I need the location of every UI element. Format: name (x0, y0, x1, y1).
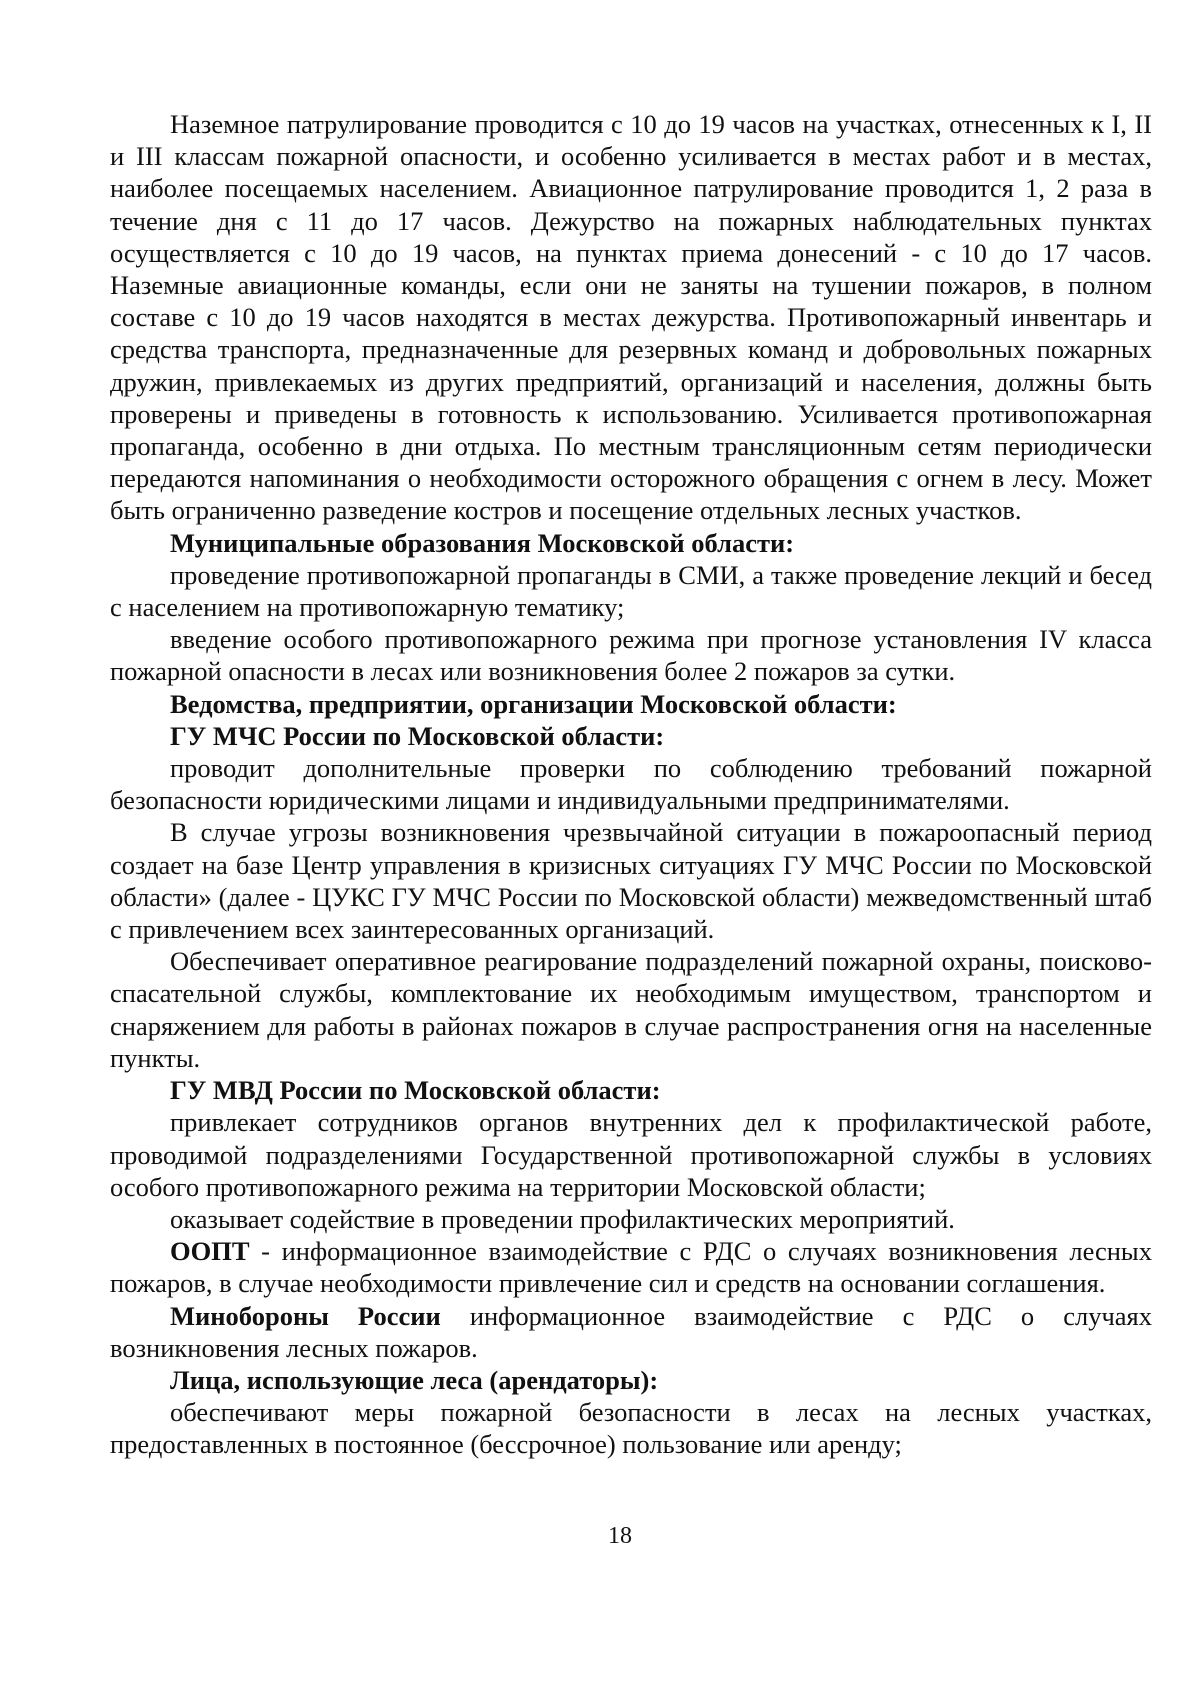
heading-municipal: Муниципальные образования Московской области: (170, 527, 795, 558)
paragraph-response: Обеспечивает оперативное реагирование подразделений пожарной охраны, поисково-спасательной службы, комплектование их необходимым имуществом, транспортом и снаряжением для работы в районах пожаров в случае распространения огня на населенные пункты. (110, 946, 1152, 1073)
text-mod: информационное взаимодействие с РДС о случаях возникновения лесных пожаров. (110, 1300, 1152, 1363)
heading-mchs: ГУ МЧС России по Московской области: (170, 720, 665, 751)
heading-forest-users: Лица, использующие леса (арендаторы): (170, 1364, 659, 1395)
lead-mod: Минобороны России (170, 1300, 441, 1331)
page-number: 18 (608, 1523, 632, 1549)
paragraph-forest-safety: обеспечивают меры пожарной безопасности в лесах на лесных участках, предоставленных в постоянное (бессрочное) пользование или аренду; (110, 1397, 1152, 1460)
paragraph-patrol: Наземное патрулирование проводится с 10 до 19 часов на участках, отнесенных к I, II и III классам пожарной опасности, и особенно усиливается в местах работ и в местах, наиболее посещаемых населением. Авиационное патрулирование проводится 1, 2 раза в течение дня с 11 до 17 часов. Дежурство на пожарных наблюдательных пунктах осуществляется с 10 до 19 часов, на пунктах приема донесений - с 10 до 17 часов. Наземные авиационные команды, если они не заняты на тушении пожаров, в полном составе с 10 до 19 часов находятся в местах дежурства. Противопожарный инвентарь и средства транспорта, предназначенные для резервных команд и добровольных пожарных дружин, привлекаемых из других предприятий, организаций и населения, должны быть проверены и приведены в готовность к использованию. Усиливается противопожарная пропаганда, особенно в дни отдыха. По местным трансляционным сетям периодически передаются напоминания о необходимости осторожного обращения с огнем в лесу. Может быть ограниченно разведение костров и посещение отдельных лесных участков. (110, 109, 1152, 526)
paragraph-inspections: проводит дополнительные проверки по соблюдению требований пожарной безопасности юридическими лицами и индивидуальными предпринимателями. (110, 753, 1152, 816)
heading-agencies: Ведомства, предприятии, организации Московской области: (170, 688, 897, 719)
paragraph-mod (110, 1300, 1152, 1364)
paragraph-special-regime: введение особого противопожарного режима при прогнозе установления IV класса пожарной опасности в лесах или возникновения более 2 пожаров за сутки. (110, 624, 1152, 687)
paragraph-police: привлекает сотрудников органов внутренних дел к профилактической работе, проводимой подразделениями Государственной противопожарной службы в условиях особого противопожарного режима на территории Московской области; (110, 1107, 1152, 1202)
paragraph-propaganda: проведение противопожарной пропаганды в СМИ, а также проведение лекций и бесед с населением на противопожарную тематику; (110, 559, 1152, 623)
paragraph-oopt (110, 1235, 1152, 1299)
text-oopt: - информационное взаимодействие с РДС о случаях возникновения лесных пожаров, в случае необходимости привлечение сил и средств на основании соглашения. (110, 1236, 1152, 1299)
heading-mvd: ГУ МВД России по Московской области: (170, 1075, 661, 1106)
paragraph-assistance: оказывает содействие в проведении профилактических мероприятий. (170, 1203, 955, 1234)
paragraph-emergency-hq: В случае угрозы возникновения чрезвычайной ситуации в пожароопасный период создает на базе Центр управления в кризисных ситуациях ГУ МЧС России по Московской области» (далее - ЦУКС ГУ МЧС России по Московской области) межведомственный штаб с привлечением всех заинтересованных организаций. (110, 817, 1152, 945)
document-body (110, 108, 1152, 1461)
lead-oopt: ООПТ (170, 1236, 250, 1267)
